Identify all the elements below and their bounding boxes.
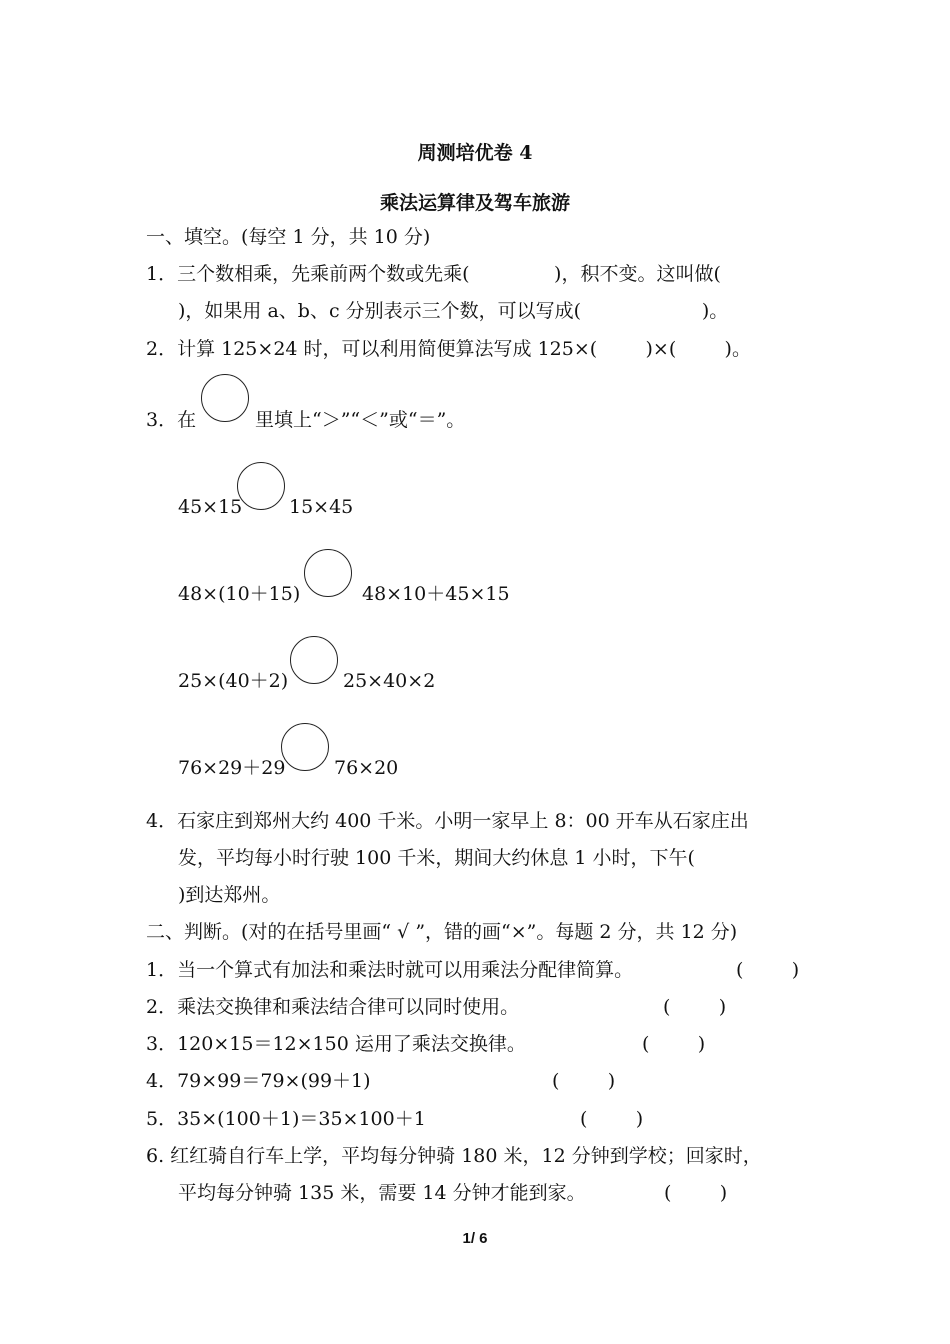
page-title: 周测培优卷 4 (417, 142, 533, 164)
judge-item-3: 3．120×15＝12×150 运用了乘法交换律。 (146, 1033, 526, 1055)
q3-row4-circle[interactable] (281, 723, 329, 771)
q3-row4-left: 76×29＋29 (178, 757, 286, 779)
judge-item-5: 5．35×(100＋1)＝35×100＋1 (146, 1108, 426, 1130)
q3-row3-right: 25×40×2 (343, 670, 436, 692)
q3-row1-left: 45×15 (178, 496, 243, 518)
q4-line1: 4．石家庄到郑州大约 400 千米。小明一家早上 8：00 开车从石家庄出 (146, 810, 749, 832)
section2-heading: 二、判断。(对的在括号里画“ √ ”，错的画“×”。每题 2 分，共 12 分) (146, 921, 738, 943)
page-subtitle: 乘法运算律及驾车旅游 (379, 192, 570, 214)
answer-circle-example (201, 374, 249, 422)
section1-heading: 一、填空。(每空 1 分，共 10 分) (146, 226, 431, 248)
judge-paren-6[interactable]: ( ) (664, 1182, 728, 1204)
q3-prefix: 3．在 (146, 409, 197, 431)
q3-suffix: 里填上“＞”“＜”或“＝”。 (255, 409, 466, 431)
q3-row4-right: 76×20 (334, 757, 399, 779)
q1-line1: 1．三个数相乘，先乘前两个数或先乘( )，积不变。这叫做( (146, 263, 721, 285)
q1-line2: )，如果用 a、b、c 分别表示三个数，可以写成( )。 (178, 300, 729, 322)
judge-paren-4[interactable]: ( ) (552, 1070, 616, 1092)
judge-item-4: 4．79×99＝79×(99＋1) (146, 1070, 371, 1092)
q4-line3: )到达郑州。 (178, 884, 281, 906)
q2-line: 2．计算 125×24 时，可以利用简便算法写成 125×( )×( )。 (146, 338, 751, 360)
q3-row2-right: 48×10＋45×15 (362, 583, 510, 605)
q3-row1-circle[interactable] (237, 462, 285, 510)
page-number: 1/ 6 (462, 1230, 488, 1247)
q3-row1-right: 15×45 (289, 496, 354, 518)
judge-paren-1[interactable]: ( ) (736, 959, 800, 981)
judge-paren-2[interactable]: ( ) (663, 996, 727, 1018)
judge-paren-3[interactable]: ( ) (642, 1033, 706, 1055)
q3-row2-left: 48×(10＋15) (178, 583, 301, 605)
q3-row3-left: 25×(40＋2) (178, 670, 289, 692)
judge-item-6-line1: 6. 红红骑自行车上学，平均每分钟骑 180 米，12 分钟到学校；回家时， (146, 1145, 762, 1167)
judge-paren-5[interactable]: ( ) (580, 1108, 644, 1130)
q3-row3-circle[interactable] (290, 636, 338, 684)
q4-line2: 发，平均每小时行驶 100 千米，期间大约休息 1 小时，下午( (178, 847, 695, 869)
judge-item-1: 1．当一个算式有加法和乘法时就可以用乘法分配律简算。 (146, 959, 634, 981)
judge-item-6-line2: 平均每分钟骑 135 米，需要 14 分钟才能到家。 (178, 1182, 586, 1204)
q3-row2-circle[interactable] (304, 549, 352, 597)
judge-item-2: 2．乘法交换律和乘法结合律可以同时使用。 (146, 996, 520, 1018)
